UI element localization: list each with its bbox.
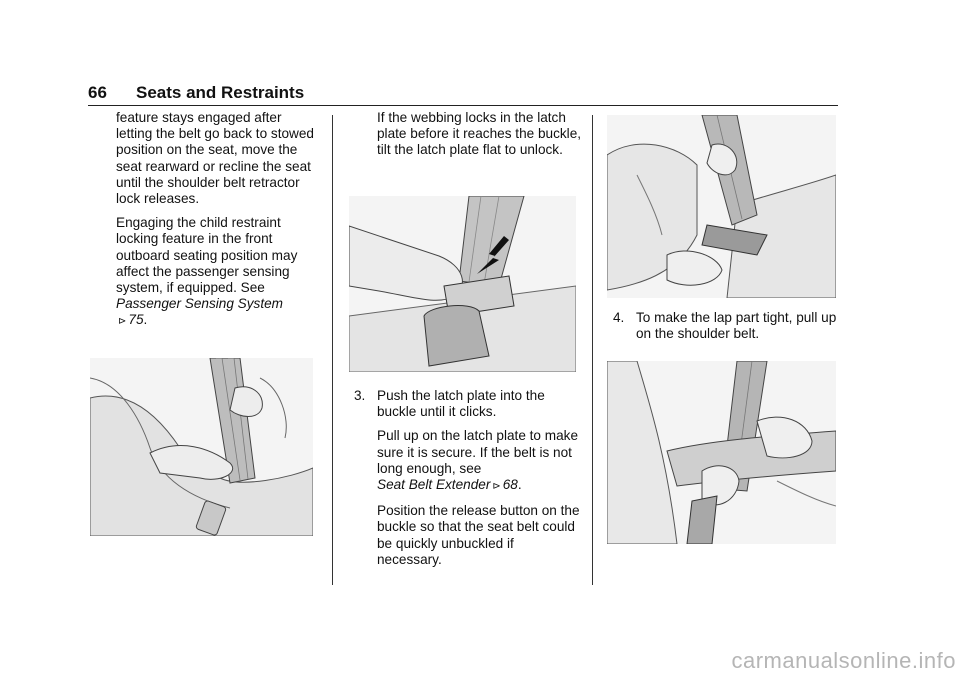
step-4 (613, 310, 838, 342)
figure-latch-plate (349, 196, 576, 372)
page-ref-75[interactable]: 75 (128, 312, 144, 328)
page-ref-arrow-icon: ⊳ (492, 481, 501, 493)
page-number: 66 (88, 83, 107, 102)
page-ref-arrow-icon: ⊳ (118, 316, 127, 328)
page-header (88, 83, 838, 106)
page-ref-68[interactable]: 68 (502, 477, 518, 493)
period: . (517, 477, 522, 493)
step-4-text: To make the lap part tight, pull up on the shoulder belt. (636, 310, 837, 342)
paragraph-child-restraint (116, 215, 321, 330)
paragraph-release-button: Position the release button on the buckle so that the seat belt could be quickly unbuckled if necessary. (377, 503, 580, 567)
column-1 (116, 110, 321, 339)
step-3-text: Push the latch plate into the buckle until it clicks. (377, 388, 545, 420)
column-2 (377, 110, 582, 167)
paragraph-latch-unlock: If the webbing locks in the latch plate before it reaches the buckle, tilt the latch plate flat to unlock. (377, 110, 582, 158)
column-divider-1 (332, 115, 333, 585)
link-seat-belt-extender[interactable]: Seat Belt Extender (377, 477, 491, 493)
paragraph-belt-retractor: feature stays engaged after letting the belt go back to stowed position on the seat, move the seat rearward or recline the seat until the shoulder belt retractor lock releases. (116, 110, 314, 207)
figure-shoulder-belt (607, 115, 836, 298)
period: . (143, 312, 148, 328)
link-passenger-sensing-system[interactable]: Passenger Sensing System (116, 296, 283, 312)
step-3 (354, 388, 582, 420)
column-divider-2 (592, 115, 593, 585)
paragraph-child-restraint-text: Engaging the child restraint locking feature in the front outboard seating position may affect the passenger sensing system, if equipped. See (116, 215, 298, 296)
paragraph-pull-latch-text: Pull up on the latch plate to make sure it is secure. If the belt is not long enough, see (377, 428, 579, 476)
column-2-steps (354, 388, 582, 576)
paragraph-pull-latch (354, 428, 582, 495)
watermark: carmanualsonline.info (731, 648, 956, 673)
figure-belt-pull (90, 358, 313, 536)
section-title: Seats and Restraints (136, 83, 305, 102)
column-3-steps (613, 310, 838, 350)
step-3-number: 3. (354, 388, 366, 403)
figure-lap-belt (607, 361, 836, 544)
step-4-number: 4. (613, 310, 625, 325)
